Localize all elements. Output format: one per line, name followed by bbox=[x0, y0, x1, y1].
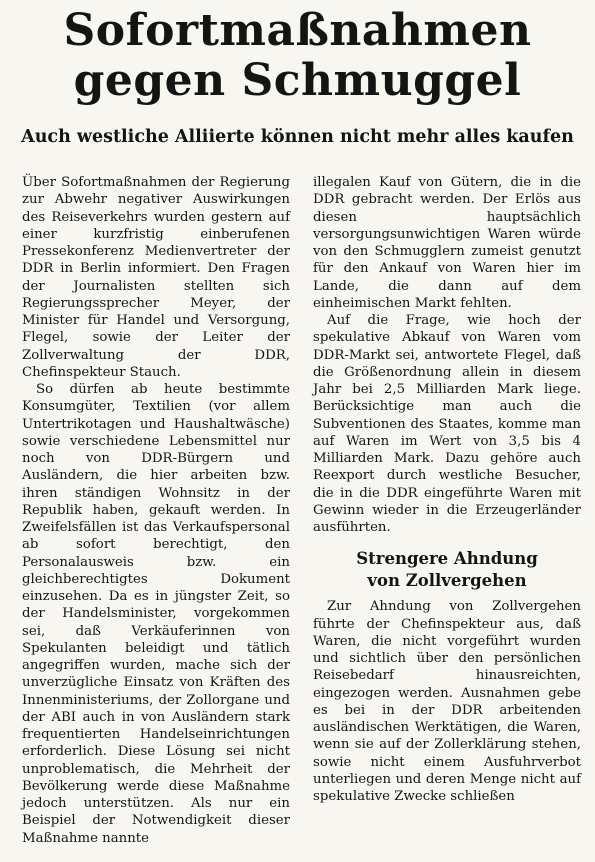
section-heading-line-1: Strengere Ahndung bbox=[356, 549, 538, 569]
article-column-left bbox=[22, 174, 290, 847]
section-heading-line-2: von Zollvergehen bbox=[367, 571, 527, 591]
headline bbox=[0, 6, 595, 106]
article-paragraph: Auf die Frage, wie hoch der spekulative Abkauf von Waren vom DDR-Markt sei, antwortete Flegel, daß die Größenordnung allein in diesem Jahr bei 2,5 Milliarden Mark liege. Berücksichtige man auch die Subventionen des Staates, komme man auf Waren im Wert von 3,5 bis 4 Milliarden Mark. Dazu gehöre auch Reexport durch westliche Besucher, die in die DDR eingeführte Waren mit Gewinn wieder in die Erzeugerländer ausführten. bbox=[313, 313, 581, 535]
article-column-right bbox=[313, 174, 581, 805]
article-paragraph: Zur Ahndung von Zollvergehen führte der Chefinspekteur aus, daß Waren, die nicht vorgeführt wurden und sichtlich über den persönlichen Reisebedarf hinausreichten, eingezogen werden. Ausnahmen gebe es bei in der DDR arbeitenden ausländischen Werktätigen, die Waren, wenn sie auf der Zollerklärung stehen, sowie nicht einem Ausfuhrverbot unterliegen und deren Menge nicht auf spekulative Zwecke schließen bbox=[313, 599, 581, 804]
subheadline: Auch westliche Alliierte können nicht mehr alles kaufen bbox=[21, 127, 574, 147]
section-heading bbox=[313, 548, 581, 592]
article-paragraph: Über Sofortmaßnahmen der Regierung zur Abwehr negativer Auswirkungen des Reiseverkehrs wurden gestern auf einer kurzfristig einberufenen Pressekonferenz Medienvertreter der DDR in Berlin informiert. Den Fragen der Journalisten stellten sich Regierungssprecher Meyer, der Minister für Handel und Versorgung, Flegel, sowie der Leiter der Zollverwaltung der DDR, Chefinspekteur Stauch. bbox=[22, 175, 290, 380]
headline-line-2: gegen Schmuggel bbox=[73, 55, 522, 106]
article-paragraph: illegalen Kauf von Gütern, die in die DDR gebracht werden. Der Erlös aus diesen hauptsächlich versorgungsunwichtigen Waren würde von den Schmugglern zumeist genutzt für den Ankauf von Waren hier im Lande, die dann auf dem einheimischen Markt fehlten. bbox=[313, 175, 581, 311]
article-paragraph: So dürfen ab heute bestimmte Konsumgüter, Textilien (vor allem Untertrikotagen und Haushaltwäsche) sowie verschiedene Lebensmittel nur noch von DDR-Bürgern und Ausländern, die hier arbeiten bzw. ihren ständigen Wohnsitz in der Republik haben, gekauft werden. In Zweifelsfällen ist das Verkaufspersonal ab sofort berechtigt, den Personalausweis bzw. ein gleichberechtigtes Dokument einzusehen. Da es in jüngster Zeit, so der Handelsminister, vorgekommen sei, daß Verkäuferinnen von Spekulanten beleidigt und tätlich angegriffen wurden, mache sich der unverzügliche Einsatz von Kräften des Innenministeriums, der Zollorgane und der ABI auch in von Ausländern stark frequentierten Handelseinrichtungen erforderlich. Diese Lösung sei nicht unproblematisch, die Mehrheit der Bevölkerung werde diese Maßnahme jedoch unterstützen. Als nur ein Beispiel der Notwendigkeit dieser Maßnahme nannte bbox=[22, 382, 290, 846]
headline-line-1: Sofortmaßnahmen bbox=[63, 5, 532, 56]
